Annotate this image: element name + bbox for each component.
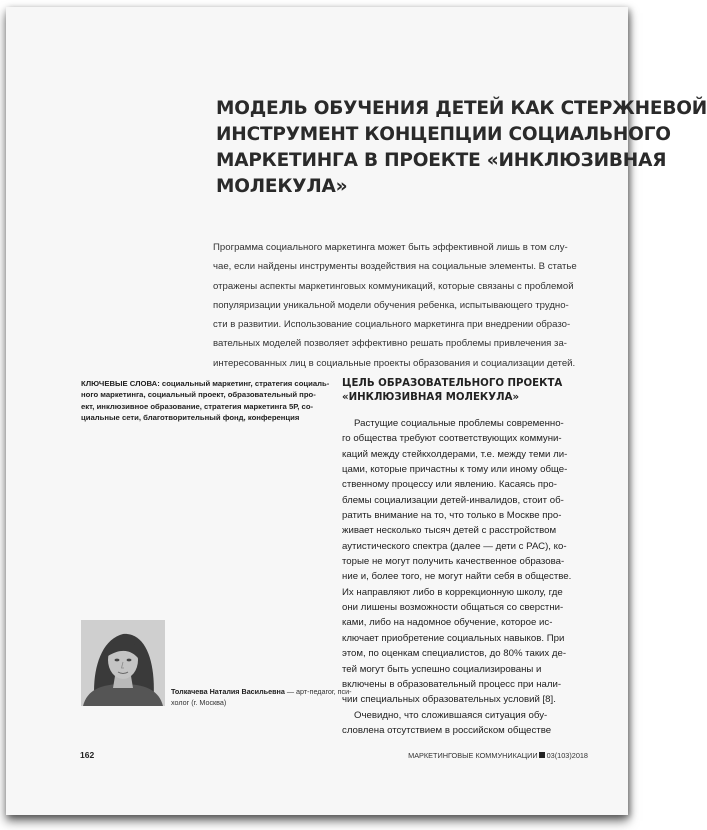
journal-name: МАРКЕТИНГОВЫЕ КОММУНИКАЦИИ xyxy=(408,751,538,760)
abstract-line: отражены аспекты маркетинговых коммуникаций, которые связаны с проблемой xyxy=(213,280,574,292)
section-heading-line: ЦЕЛЬ ОБРАЗОВАТЕЛЬНОГО ПРОЕКТА xyxy=(342,378,563,389)
journal-footer xyxy=(380,751,588,760)
abstract-line: вательных моделей позволяет эффективно решать проблемы привлечения за- xyxy=(213,338,567,350)
body-column xyxy=(342,416,587,738)
body-line: включены в образовательный процесс при нали- xyxy=(342,678,562,690)
page-number: 162 xyxy=(80,750,95,760)
author-name: Толкачева Наталия Васильевна xyxy=(171,687,285,696)
body-line: Растущие социальные проблемы современно- xyxy=(354,418,564,429)
author-caption xyxy=(171,686,352,708)
journal-issue: 03(103)2018 xyxy=(546,751,588,760)
body-line: Их направляют либо в коррекционную школу, где xyxy=(342,586,563,598)
square-separator-icon xyxy=(539,752,545,758)
title-line: МОДЕЛЬ ОБУЧЕНИЯ ДЕТЕЙ КАК СТЕРЖНЕВОЙ xyxy=(216,98,707,119)
body-line: Очевидно, что сложившаяся ситуация обу- xyxy=(354,709,548,721)
author-line-1 xyxy=(171,686,352,697)
title-line: ИНСТРУМЕНТ КОНЦЕПЦИИ СОЦИАЛЬНОГО xyxy=(216,124,671,145)
article-abstract xyxy=(213,238,585,373)
keywords-line: ект, инклюзивное образование, стратегия маркетинга 5Р, со- xyxy=(81,401,314,411)
section-heading-line: «ИНКЛЮЗИВНАЯ МОЛЕКУЛА» xyxy=(342,391,520,403)
abstract-line: чае, если найдены инструменты воздействия на социальные элементы. В статье xyxy=(213,261,577,273)
abstract-line: интересованных лиц в социальные проекты образования и социализации детей. xyxy=(213,357,576,369)
body-line: этом, по оценкам специалистов, до 80% таких де- xyxy=(342,648,567,660)
abstract-line: популяризации уникальной модели обучения ребенка, испытывающего трудно- xyxy=(213,299,569,311)
abstract-line: Программа социального маркетинга может быть эффективной лишь в том слу- xyxy=(213,242,568,253)
section-heading xyxy=(342,377,592,404)
body-line: тей могут быть успешно социализированы и xyxy=(342,663,542,675)
body-line: чии специальных образовательных условий [8]. xyxy=(342,694,556,706)
body-line: ние и, более того, не могут найти себя в обществе. xyxy=(342,571,572,583)
body-line: словлена отсутствием в российском обществе xyxy=(342,724,552,736)
body-line: каций между стейкхолдерами, т.е. между теми ли- xyxy=(342,448,568,460)
title-line: МОЛЕКУЛА» xyxy=(216,176,348,197)
author-photo xyxy=(81,620,165,706)
body-line: ратить внимание на то, что только в Москве про- xyxy=(342,510,562,522)
author-line-2: холог (г. Москва) xyxy=(171,698,227,707)
author-portrait-image xyxy=(81,620,165,706)
body-line: аутистического спектра (далее — дети с РАС), ко- xyxy=(342,540,567,552)
body-line: они лишены возможности общаться со сверстни- xyxy=(342,602,564,614)
body-line: ключает приобретение социальных навыков. При xyxy=(342,632,565,644)
body-line: блемы социализации детей-инвалидов, стоит об- xyxy=(342,494,564,506)
keywords-line: циальные сети, благотворительный фонд, конференция xyxy=(81,413,300,423)
article-title xyxy=(216,96,707,200)
keywords-line: КЛЮЧЕВЫЕ СЛОВА: социальный маркетинг, стратегия социаль- xyxy=(81,379,330,388)
abstract-line: сти в развитии. Использование социального маркетинга при внедрении образо- xyxy=(213,319,571,331)
body-line: ками, либо на надомное обучение, которое ис- xyxy=(342,617,553,629)
body-line: ственному процессу или явлению. Касаясь про- xyxy=(342,479,557,491)
body-line: торые не могут получить качественное образова- xyxy=(342,556,565,568)
keywords-line: ного маркетинга, социальный проект, образовательный про- xyxy=(81,390,316,400)
author-desc: — арт-педагог, пси- xyxy=(284,687,352,696)
body-line: живает несколько тысяч детей с расстройством xyxy=(342,525,557,537)
body-line: цами, которые причастны к тому или иному обще- xyxy=(342,464,568,476)
body-line: го общества требуют соответствующих коммуни- xyxy=(342,433,562,445)
keywords-block xyxy=(81,378,331,424)
title-line: МАРКЕТИНГА В ПРОЕКТЕ «ИНКЛЮЗИВНАЯ xyxy=(216,150,667,171)
